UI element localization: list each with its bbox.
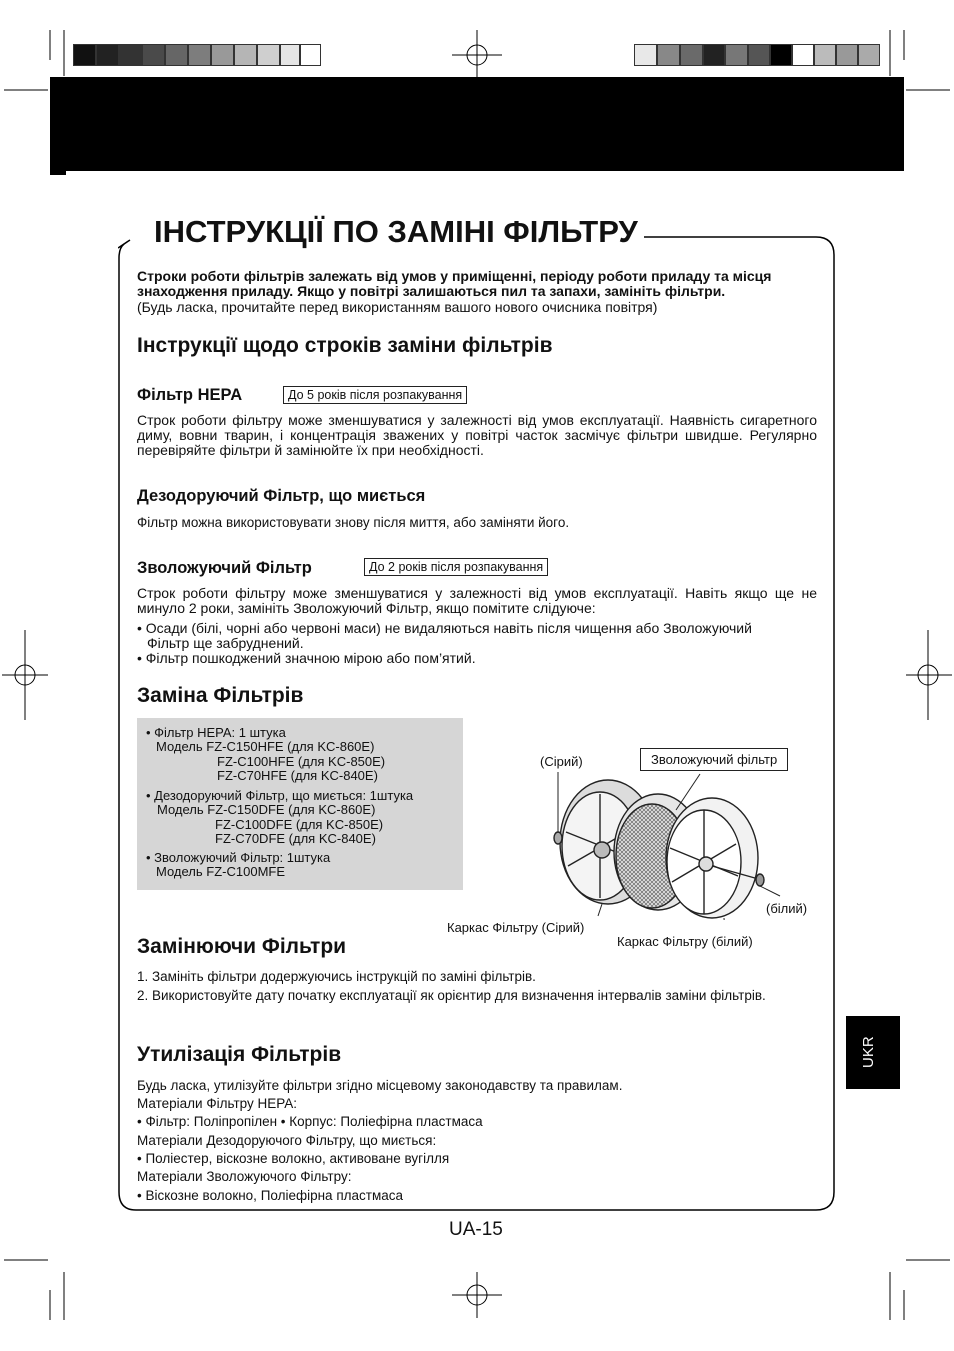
part-line: FZ-C70DFE (для KC-840E) (215, 831, 376, 846)
label-frame-white: Каркас Фільтру (білий) (617, 934, 753, 949)
humidifying-bullet-1: • Осади (білі, чорні або червоні маси) не видаляються навіть після чищення або Зволожуючий (137, 620, 752, 636)
guidelines-heading: Інструкції щодо строків заміни фільтрів (137, 334, 553, 357)
hepa-text: Строк роботи фільтру може зменшуватися у залежності від умов експлуатації. Наявність сигаретного диму, вовни тварин, і концентрація зважених у повітрі часток засмічує фільтри швидше. Регулярно перевіряйте фільтри й замінюйте їх при необхідності. (137, 412, 817, 458)
hepa-title: Фільтр HEPA (137, 386, 243, 404)
disposal-line: • Поліестер, віскозне волокно, активоване вугілля (137, 1151, 450, 1166)
language-tab-label: UKR (860, 1036, 877, 1068)
humidifying-bullet-2: • Фільтр пошкоджений значною мірою або пом’ятий. (137, 650, 476, 666)
disposal-line: Будь ласка, утилізуйте фільтри згідно місцевому законодавству та правилам. (137, 1078, 623, 1093)
part-line: FZ-C100HFE (для KC-850E) (217, 754, 386, 769)
filter-diagram (540, 770, 790, 920)
disposal-line: Матеріали Фільтру HEPA: (137, 1096, 298, 1111)
part-line: Модель FZ-C150DFE (для KC-860E) (157, 802, 376, 817)
replacing-heading: Замінюючи Фільтри (137, 935, 347, 958)
disposal-line: Матеріали Дезодоруючого Фільтру, що миється: (137, 1133, 437, 1148)
hepa-lifetime-tag: До 5 років після розпакування (283, 386, 467, 404)
humidifying-text: Строк роботи фільтру може зменшуватися у залежності від умов експлуатації. Навіть якщо ще не минуло 2 роки, замініть Зволожуючий Фільтр, якщо помітите слідуюче: (137, 585, 817, 616)
header-band (50, 77, 904, 171)
label-grey: (Сірий) (540, 754, 583, 769)
humidifying-lifetime-tag: До 2 років після розпакування (364, 558, 548, 576)
disposal-line: • Віскозне волокно, Поліефірна пластмаса (137, 1188, 403, 1203)
label-humidifying-filter: Зволожуючий фільтр (640, 748, 788, 771)
language-tab (846, 1016, 900, 1089)
disposal-line: Матеріали Зволожуючого Фільтру: (137, 1169, 352, 1184)
disposal-heading: Утилізація Фільтрів (137, 1043, 342, 1066)
humidifying-title: Зволожуючий Фільтр (137, 559, 312, 577)
part-line: • Дезодоруючий Фільтр, що миється: 1штука (146, 788, 414, 803)
header-notch (50, 171, 66, 175)
part-line: • Зволожуючий Фільтр: 1штука (146, 850, 331, 865)
part-line: • Фільтр HEPA: 1 штука (146, 725, 286, 740)
deodorizing-text: Фільтр можна використовувати знову після миття, або заміняти його. (137, 515, 570, 530)
replacing-step-2: 2. Використовуйте дату початку експлуатації як орієнтир для визначення інтервалів заміни фільтрів. (137, 988, 766, 1003)
part-line: Модель FZ-C150HFE (для KC-860E) (156, 739, 375, 754)
replacing-step-1: 1. Замініть фільтри додержуючись інструкцій по заміні фільтрів. (137, 969, 536, 984)
disposal-line: • Фільтр: Поліпропілен • Корпус: Поліефірна пластмаса (137, 1114, 483, 1129)
deodorizing-title: Дезодоруючий Фільтр, що миється (137, 487, 426, 505)
part-line: Модель FZ-C100MFE (156, 864, 286, 879)
part-line: FZ-C70HFE (для KC-840E) (217, 768, 378, 783)
humidifying-bullet-1-cont: Фільтр ще забруднений. (147, 635, 304, 651)
label-white: (білий) (766, 901, 808, 916)
intro-note: (Будь ласка, прочитайте перед використанням вашого нового очисника повітря) (137, 299, 658, 315)
page-title: ІНСТРУКЦІЇ ПО ЗАМІНІ ФІЛЬТРУ (148, 214, 644, 250)
part-line: FZ-C100DFE (для KC-850E) (215, 817, 384, 832)
label-frame-grey: Каркас Фільтру (Сірий) (447, 920, 585, 935)
page-number: UA-15 (449, 1219, 503, 1240)
intro-bold: Строки роботи фільтрів залежать від умов у приміщенні, періоду роботи приладу та місця знаходження приладу. Якщо у повітрі залишаються пил та запахи, замініть фільтри. (137, 268, 772, 299)
replacement-heading: Заміна Фільтрів (137, 684, 304, 707)
